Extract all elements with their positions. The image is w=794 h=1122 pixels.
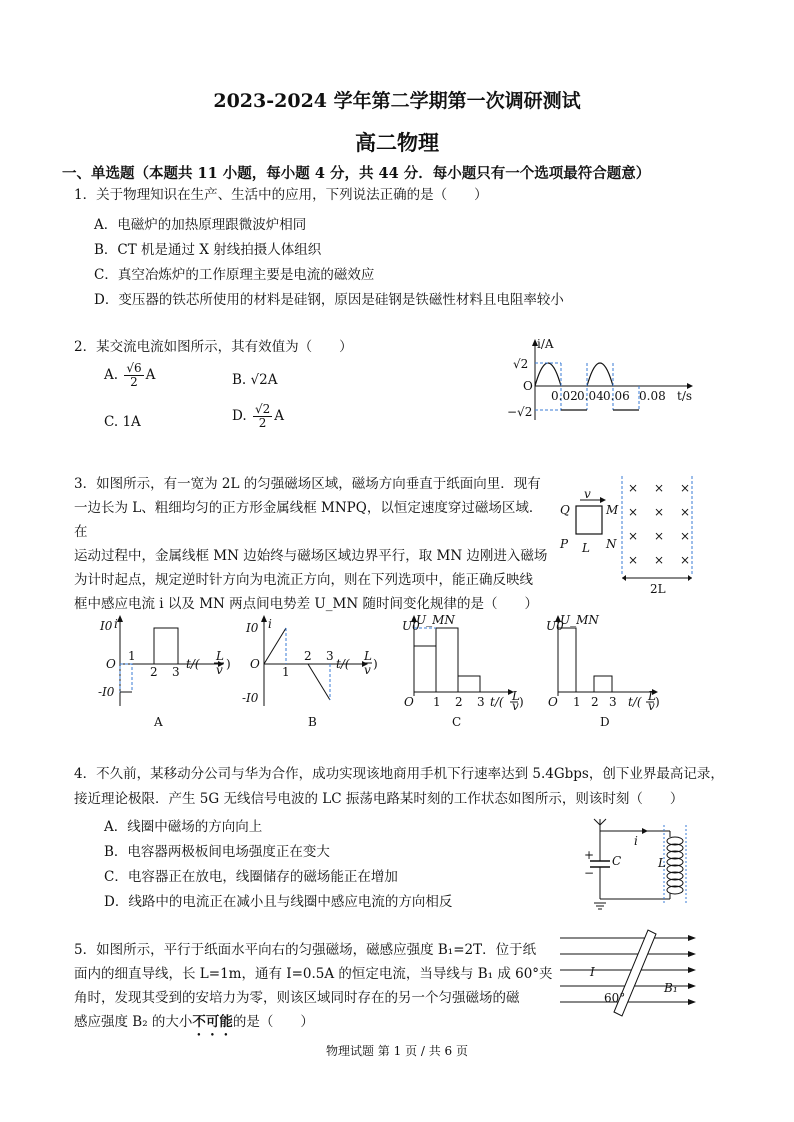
q5-field-figure: [556, 926, 706, 1026]
tick-label: 0.06: [603, 389, 630, 403]
q4-option-a[interactable]: A．线圈中磁场的方向向上: [104, 819, 263, 835]
tick-label: 3: [609, 695, 617, 709]
tick-label: 2: [150, 665, 158, 679]
field-line-arrow: [688, 999, 696, 1005]
wire-frame: [576, 506, 602, 534]
q4-line-2: 接近理论极限．产生 5G 无线信号电波的 LC 振荡电路某时刻的工作状态如图所示，则该时刻（ ）: [74, 791, 684, 807]
neg-value-label: -I0: [242, 691, 259, 705]
y-axis-label: i/A: [537, 337, 554, 351]
field-cross-mark: ×: [680, 529, 691, 543]
tick-label: 2: [455, 695, 463, 709]
current-label: I: [590, 965, 595, 979]
antenna: [594, 819, 600, 825]
graph-label: C: [452, 715, 462, 729]
q1-stem: 1．关于物理知识在生产、生活中的应用，下列说法正确的是（ ）: [74, 187, 488, 203]
time-unit-close: ): [655, 695, 660, 709]
sine-half-2: [587, 363, 613, 386]
time-unit-num: L: [364, 649, 372, 663]
q2-option-c-label: C.: [104, 414, 119, 430]
time-unit-close: ): [226, 657, 231, 671]
field-cross-mark: ×: [654, 553, 665, 567]
q5-line-suffix: 的是（ ）: [232, 1014, 314, 1030]
field-cross-mark: ×: [628, 529, 639, 543]
q2-current-graph: [505, 338, 695, 428]
q3-graph-d: [542, 613, 672, 729]
side-length-label: L: [582, 541, 590, 555]
fraction-numerator: √6: [126, 361, 142, 375]
field-crosses: [628, 481, 690, 567]
tick-label: 2: [304, 649, 312, 663]
level-1: [414, 646, 436, 692]
time-axis-label: t/(: [336, 657, 350, 671]
y-axis-arrow: [261, 615, 267, 622]
graph-label: A: [154, 715, 163, 729]
q4-option-b[interactable]: B．电容器两极板间电场强度正在变大: [104, 844, 330, 860]
q3-line: 运动过程中，金属线框 MN 边始终与磁场区域边界平行，取 MN 边刚进入磁场: [74, 548, 548, 564]
b1-label: B₁: [664, 981, 678, 995]
current-label: i: [634, 834, 638, 848]
q4-option-c[interactable]: C．电容器正在放电，线圈储存的磁场能正在增加: [104, 869, 398, 885]
tick-label: 3: [477, 695, 485, 709]
field-cross-mark: ×: [680, 553, 691, 567]
graph-label: B: [308, 715, 317, 729]
level-1: [558, 628, 576, 692]
y-positive-label: √2: [513, 357, 529, 371]
q5-line: 面内的细直导线，长 L=1m，通有 I=0.5A 的恒定电流，当导线与 B₁ 成 60°夹: [74, 966, 553, 982]
q2-stem: 2．某交流电流如图所示，其有效值为（ ）: [74, 339, 353, 355]
q5-line: 5．如图所示，平行于纸面水平向右的匀强磁场，磁感应强度 B₁=2T．位于纸: [74, 942, 537, 958]
minus-sign: −: [584, 866, 595, 880]
q5-line: [74, 1010, 554, 1039]
q1-option-a[interactable]: A．电磁炉的加热原理跟微波炉相同: [94, 217, 307, 233]
rising-line: [264, 628, 286, 664]
q1-option-b[interactable]: B．CT 机是通过 X 射线拍摄人体组织: [94, 242, 322, 258]
graph-label: D: [600, 715, 610, 729]
q3-line: 为计时起点，规定逆时针方向为电流正方向，则在下列选项中，能正确反映线: [74, 572, 533, 588]
tick-label: 3: [172, 665, 180, 679]
falling-line: [308, 664, 330, 700]
q2-option-a-label: A.: [104, 367, 119, 383]
time-unit-num: L: [216, 649, 224, 663]
q3-line: 3．如图所示，有一宽为 2L 的匀强磁场区域，磁场方向垂直于纸面向里．现有: [74, 476, 541, 492]
q1-option-c[interactable]: C．真空冶炼炉的工作原理主要是电流的磁效应: [94, 267, 375, 283]
unit: A: [145, 367, 156, 383]
q2-option-b[interactable]: [232, 372, 277, 388]
field-cross-mark: ×: [680, 481, 691, 495]
origin-label: O: [106, 657, 116, 671]
fraction-denominator: 2: [258, 416, 267, 430]
q4-line-1: 4．不久前，某移动分公司与华为合作，成功实现该地商用手机下行速率达到 5.4Gbps，创下业界最高记录，: [74, 766, 724, 782]
origin-label: O: [250, 657, 260, 671]
pos-value-label: I0: [246, 621, 259, 635]
q3-graph-c: [398, 613, 528, 729]
q3-line: 一边长为 L、粗细均匀的正方形金属线框 MNPQ，以恒定速度穿过磁场区域．在: [74, 500, 543, 540]
time-axis-label: t/(: [490, 695, 504, 709]
y-axis-label: i: [268, 617, 272, 631]
tick-label: 1: [282, 665, 290, 679]
subject-title: 高二物理: [355, 130, 439, 155]
origin-label: O: [548, 695, 558, 709]
plus-sign: +: [584, 848, 595, 862]
y-axis-label: i: [114, 617, 118, 631]
pos-value-label: I0: [100, 619, 113, 633]
q2-option-b-value: √2A: [250, 372, 278, 388]
tick-label: 3: [326, 649, 334, 663]
q3-graph-b: [242, 614, 382, 729]
q3-stem: [74, 472, 554, 616]
velocity-label: v: [584, 487, 591, 501]
exam-title: 2023-2024 学年第二学期第一次调研测试: [213, 90, 581, 112]
q2-option-c[interactable]: [104, 414, 141, 430]
time-axis-label: t/(: [186, 657, 200, 671]
field-cross-mark: ×: [654, 505, 665, 519]
tick-label: 0.04: [577, 389, 604, 403]
sine-half-1: [535, 363, 561, 386]
fraction-numerator: √2: [254, 402, 271, 416]
corner-p: P: [560, 537, 569, 551]
tick-label: 0.08: [639, 389, 666, 403]
field-line-arrow: [688, 935, 696, 941]
field-line-arrow: [688, 983, 696, 989]
field-cross-mark: ×: [628, 553, 639, 567]
y-axis-label: U_MN: [560, 613, 599, 627]
q4-option-d[interactable]: D．线路中的电流正在减小且与线圈中感应电流的方向相反: [104, 894, 453, 910]
inductor-label: L: [658, 856, 666, 870]
level-2: [436, 628, 458, 692]
y-negative-label: −√2: [507, 405, 533, 419]
level-3: [594, 676, 612, 692]
q3-line: 框中感应电流 i 以及 MN 两点间电势差 U_MN 随时间变化规律的是（ ）: [74, 596, 538, 612]
pos-value-label: U0: [546, 619, 564, 633]
q2-option-d[interactable]: [232, 403, 284, 430]
page-footer: 物理试题 第 1 页 / 共 6 页: [325, 1044, 468, 1058]
q2-option-a[interactable]: [104, 362, 155, 389]
y-axis-label: U_MN: [416, 613, 455, 627]
field-cross-mark: ×: [680, 505, 691, 519]
inductor-coil: [667, 837, 683, 894]
time-unit-den: v: [512, 699, 519, 713]
tick-label: 1: [128, 649, 136, 663]
time-unit-num: L: [512, 689, 520, 703]
q3-graph-a: [98, 614, 238, 729]
q5-emphasis: 不可能: [192, 1014, 233, 1030]
antenna: [600, 819, 606, 825]
q5-stem: [74, 938, 554, 1039]
q2-option-a-fraction: [124, 362, 143, 389]
tick-label: 2: [591, 695, 599, 709]
y-axis-arrow: [117, 615, 123, 622]
angle-label: 60°: [604, 991, 626, 1005]
q2-option-d-label: D.: [232, 408, 247, 424]
fraction-denominator: 2: [130, 375, 138, 389]
tick-label: 1: [573, 695, 581, 709]
field-cross-mark: ×: [628, 505, 639, 519]
q5-line-prefix: 感应强度 B₂ 的大小: [74, 1014, 193, 1030]
q2-option-b-label: B.: [232, 372, 247, 388]
q3-magnetic-field-figure: [552, 474, 712, 598]
positive-pulse: [154, 628, 178, 664]
negative-pulse: [120, 664, 132, 692]
corner-q: Q: [560, 503, 570, 517]
current-arrowhead: [642, 828, 648, 834]
neg-value-label: -I0: [98, 685, 115, 699]
field-cross-mark: ×: [654, 529, 665, 543]
capacitor-label: C: [612, 854, 622, 868]
tick-label: 1: [433, 695, 441, 709]
time-unit-num: L: [648, 689, 656, 703]
field-cross-mark: ×: [654, 481, 665, 495]
origin-label: O: [523, 379, 533, 393]
origin-label: O: [404, 695, 414, 709]
q2-option-c-value: 1A: [122, 414, 141, 430]
corner-m: M: [606, 503, 619, 517]
time-unit-den: v: [648, 699, 655, 713]
time-unit-den: v: [364, 663, 371, 677]
time-axis-label: t/(: [628, 695, 642, 709]
unit: A: [274, 408, 284, 424]
corner-n: N: [606, 537, 617, 551]
field-line-arrow: [688, 951, 696, 957]
width-arrow-left: [622, 575, 626, 581]
field-line-arrow: [688, 967, 696, 973]
time-unit-den: v: [216, 663, 223, 677]
width-label: 2L: [650, 582, 666, 596]
q2-option-d-fraction: [253, 403, 272, 430]
section-heading: 一、单选题（本题共 11 小题，每小题 4 分，共 44 分．每小题只有一个选项最符合题意）: [62, 165, 651, 182]
q4-lc-circuit: [584, 815, 696, 915]
level-3: [458, 676, 480, 692]
pos-value-label: U0: [402, 619, 420, 633]
q1-option-d[interactable]: D．变压器的铁芯所使用的材料是硅钢，原因是硅钢是铁磁性材料且电阻率较小: [94, 292, 564, 308]
time-unit-close: ): [373, 657, 378, 671]
time-unit-close: ): [519, 695, 524, 709]
width-arrow-right: [688, 575, 692, 581]
x-axis-label: t/s: [677, 389, 693, 403]
tick-label: 0.02: [551, 389, 578, 403]
field-cross-mark: ×: [628, 481, 639, 495]
q5-line: 角时，发现其受到的安培力为零，则该区域同时存在的另一个匀强磁场的磁: [74, 990, 520, 1006]
